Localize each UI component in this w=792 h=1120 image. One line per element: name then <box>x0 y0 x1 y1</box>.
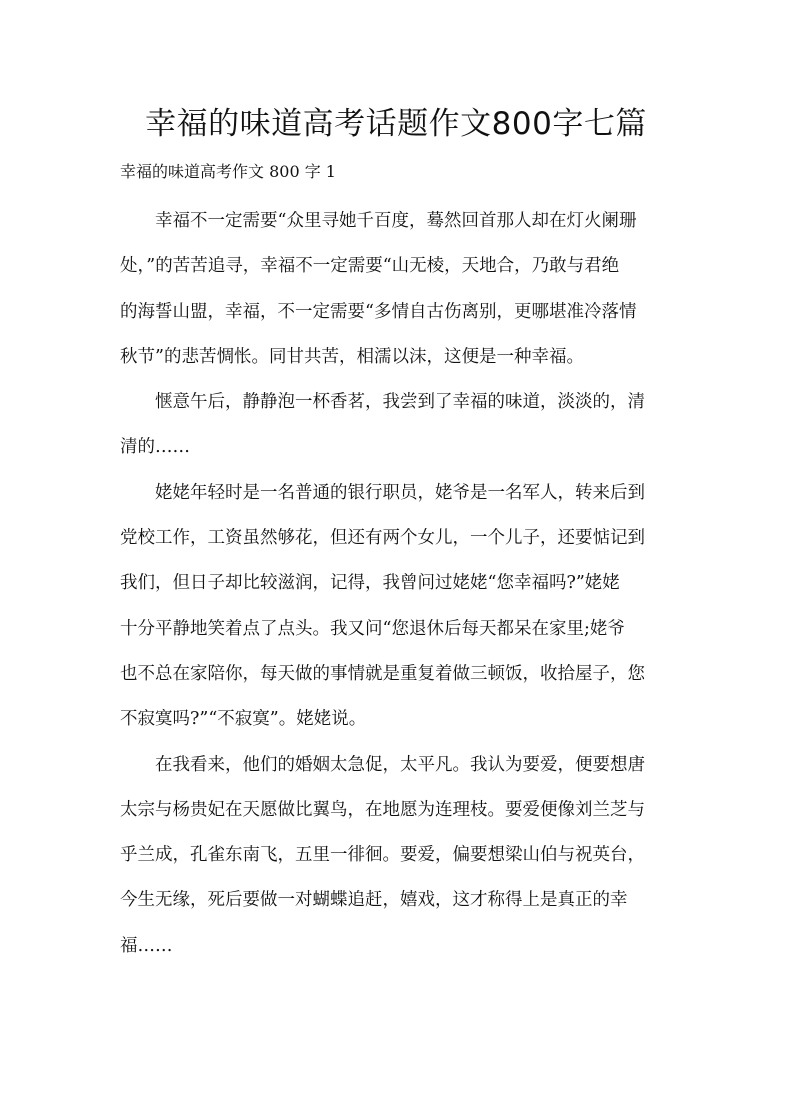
text-line: 幸福不一定需要“众里寻她千百度，蓦然回首那人却在灯火阑珊 <box>155 211 637 231</box>
text-line: 太宗与杨贵妃在天愿做比翼鸟，在地愿为连理枝。要爱便像刘兰芝与 <box>120 799 645 820</box>
text-line: 惬意午后，静静泡一杯香茗，我尝到了幸福的味道，淡淡的，清 <box>155 392 645 413</box>
text-line: 不寂寞吗?”“不寂寞”。姥姥说。 <box>120 709 367 730</box>
text-line: 乎兰成，孔雀东南飞，五里一徘徊。要爱，偏要想梁山伯与祝英台， <box>120 845 645 866</box>
text-line: 在我看来，他们的婚姻太急促，太平凡。我认为要爱，便要想唐 <box>155 754 645 775</box>
document-title: 幸福的味道高考话题作文800字七篇 <box>145 106 647 142</box>
paragraph <box>120 743 680 969</box>
paragraph <box>120 471 680 743</box>
text-line: 处，”的苦苦追寻，幸福不一定需要“山无棱，天地合，乃敢与君绝 <box>120 256 620 277</box>
text-line: 我们，但日子却比较滋润，记得，我曾问过姥姥“您幸福吗?”姥姥 <box>120 573 620 594</box>
text-line: 今生无缘，死后要做一对蝴蝶追赶，嬉戏，这才称得上是真正的幸 <box>120 890 628 911</box>
paragraph <box>120 380 680 471</box>
text-line: 姥姥年轻时是一名普通的银行职员，姥爷是一名军人，转来后到 <box>155 482 645 503</box>
text-line: 党校工作，工资虽然够花，但还有两个女儿，一个儿子，还要惦记到 <box>120 528 645 549</box>
text-line: 也不总在家陪你，每天做的事情就是重复着做三顿饭，收拾屋子，您 <box>120 663 645 684</box>
paragraph <box>120 199 680 380</box>
text-line: 的海誓山盟，幸福，不一定需要“多情自古伤离别，更哪堪准冷落情 <box>120 301 637 322</box>
text-line: 十分平静地笑着点了点头。我又问“您退休后每天都呆在家里;姥爷 <box>120 618 625 639</box>
essay-body <box>120 199 680 969</box>
text-line: 福…… <box>120 935 173 956</box>
text-line: 秋节”的悲苦惆怅。同甘共苦，相濡以沫，这便是一种幸福。 <box>120 346 584 367</box>
section-subtitle: 幸福的味道高考作文 800 字 1 <box>120 162 336 181</box>
text-line: 清的…… <box>120 437 190 458</box>
